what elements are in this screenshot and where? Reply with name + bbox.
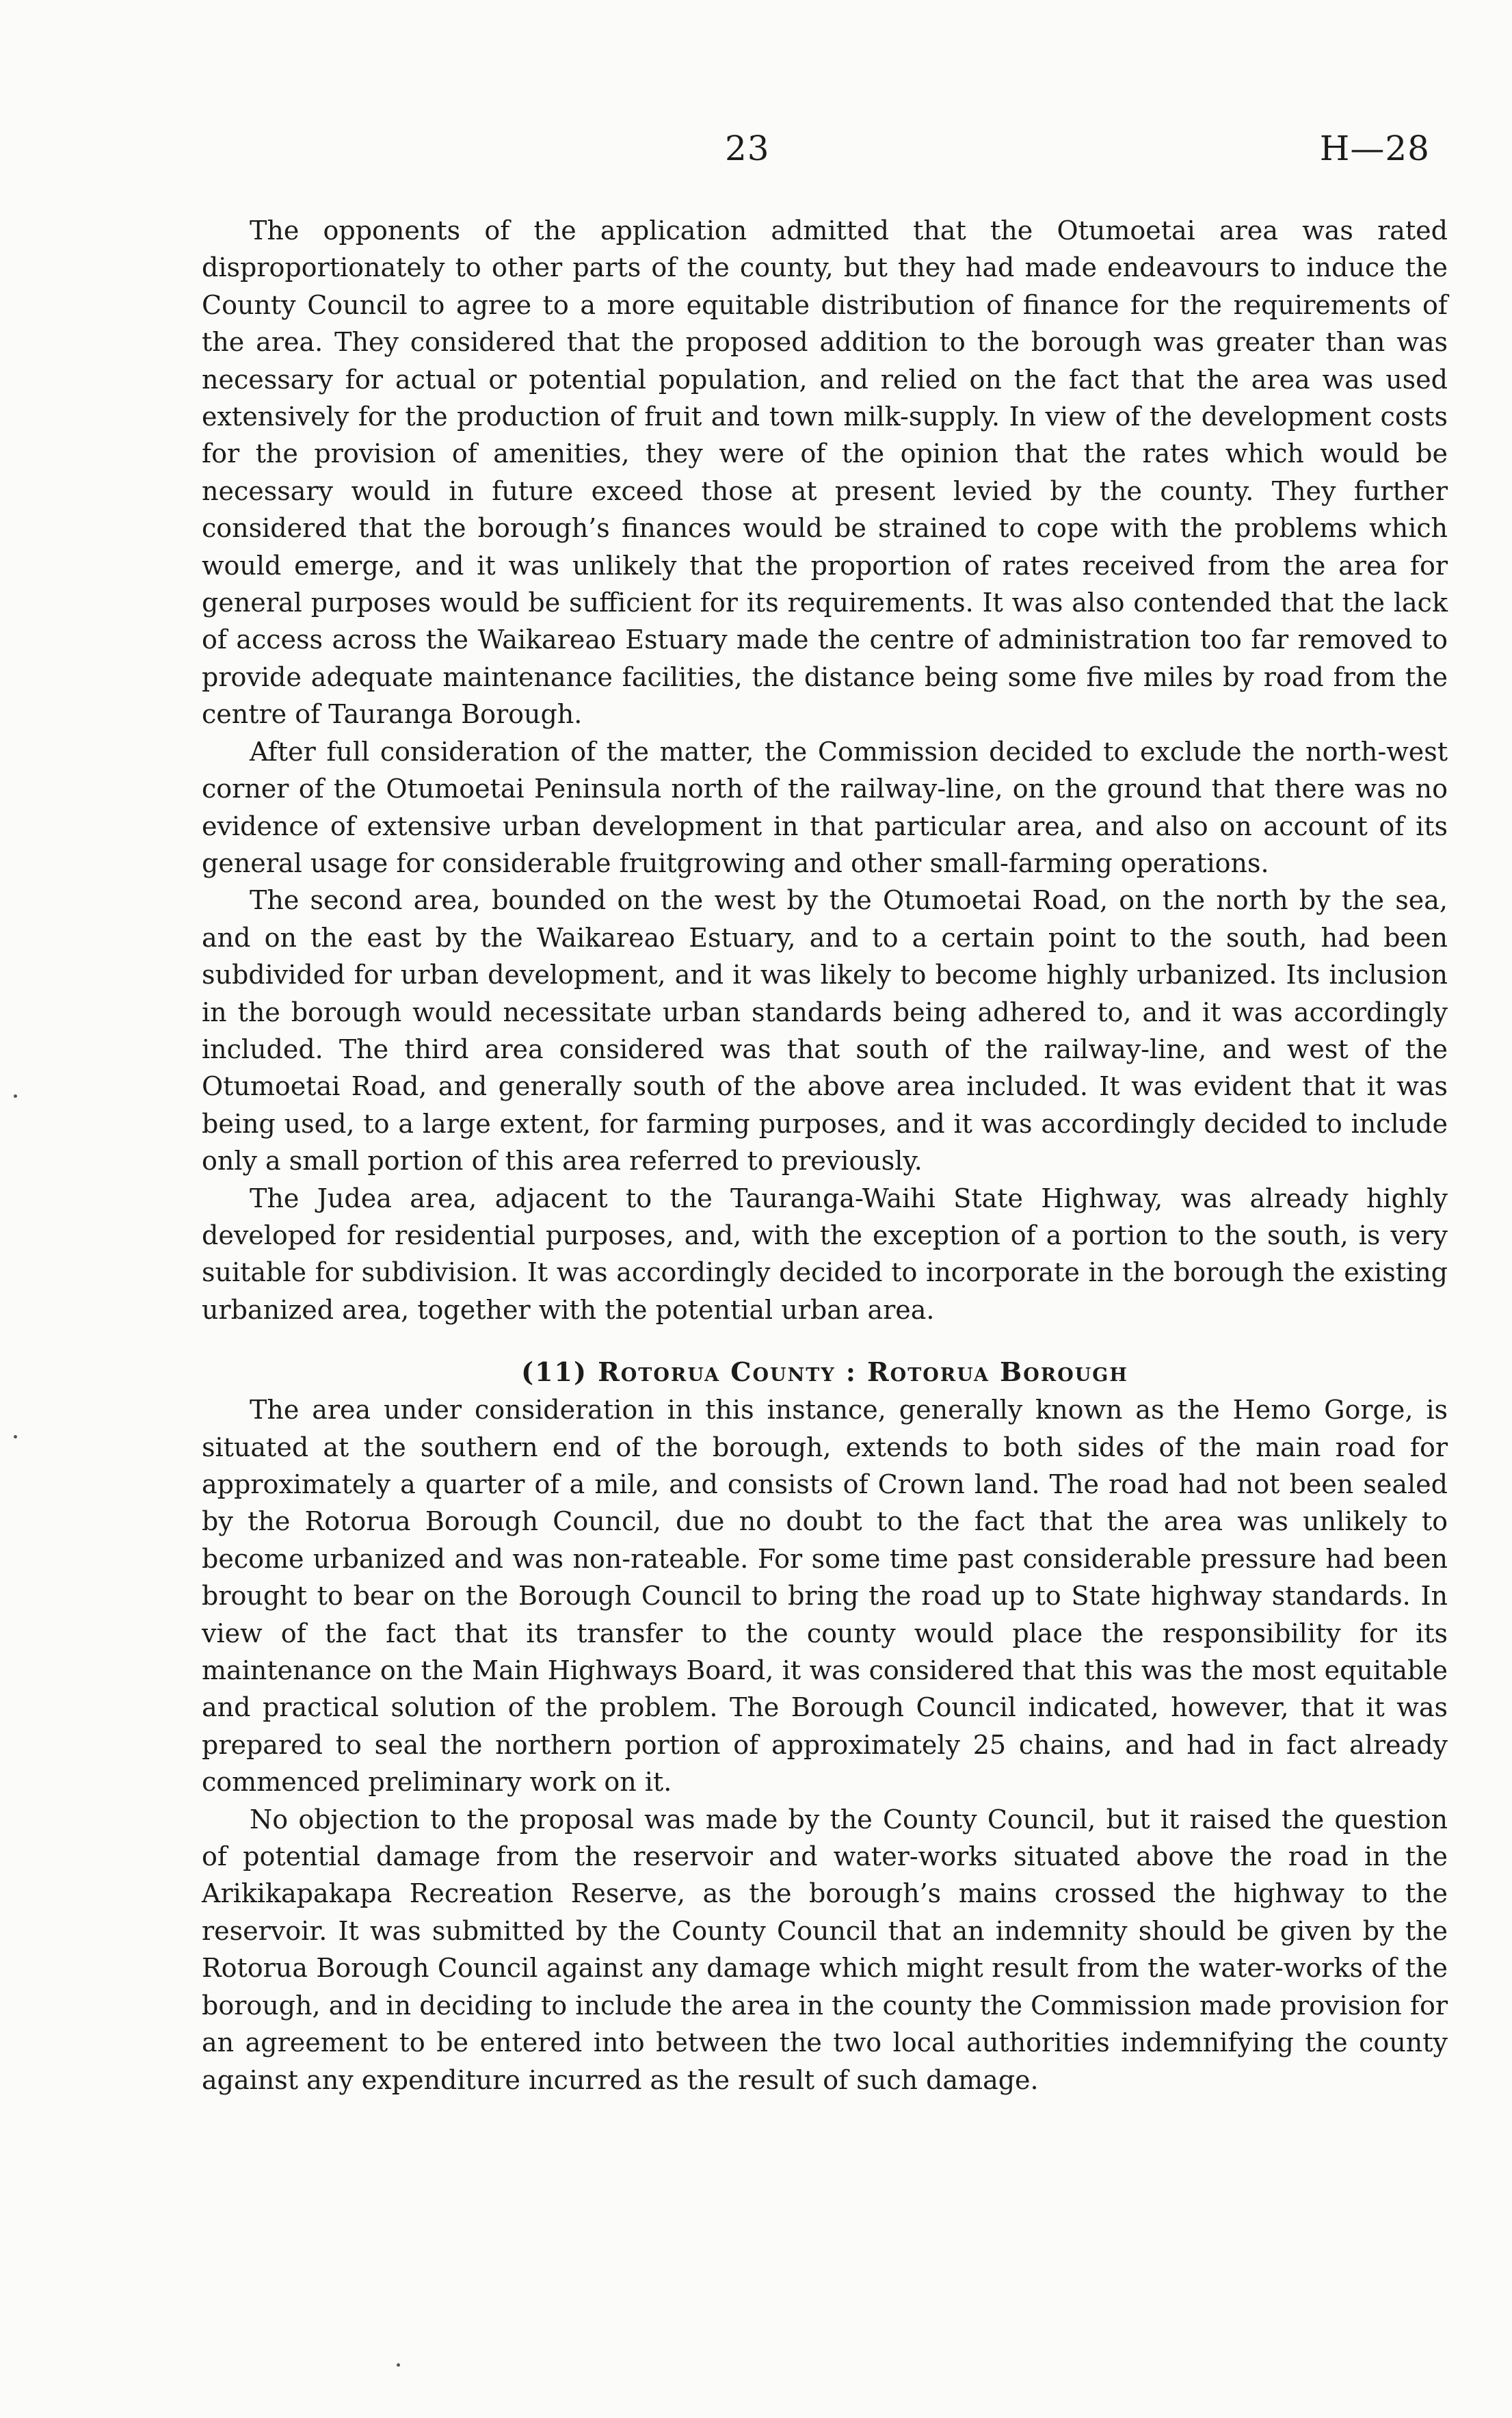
page-number: 23 xyxy=(725,129,770,168)
page-header xyxy=(0,129,1512,176)
margin-mark xyxy=(14,1435,17,1438)
paragraph-no-objection: No objection to the proposal was made by the County Council, but it raised the question of potential damage from the reservoir and water-works situated above the road in the Arikikapakapa Recreation Reserve, as the borough’s mains crossed the highway to the reservoir. It was submitted by the County Council that an indemnity should be given by the Rotorua Borough Council against any damage which might result from the water-works of the borough, and in deciding to include the area in the county the Commission made provision for an agreement to be entered into between the two local authorities indemnifying the county against any expenditure incurred as the result of such damage. xyxy=(202,1804,1448,2095)
paragraph-judea-area: The Judea area, adjacent to the Tauranga-Waihi State Highway, was already highly developed for residential purposes, and, with the exception of a portion to the south, is very suitable for subdivision. It was accordingly decided to incorporate in the borough the existing urbanized area, together with the potential urban area. xyxy=(202,1183,1448,1325)
paragraph-hemo-gorge: The area under consideration in this instance, generally known as the Hemo Gorge, is situated at the southern end of the borough, extends to both sides of the main road for approximately a quarter of a mile, and consists of Crown land. The road had not been sealed by the Rotorua Borough Council, due no doubt to the fact that the area was unlikely to become urbanized and was non-rateable. For some time past considerable pressure had been brought to bear on the Borough Council to bring the road up to State highway standards. In view of the fact that its transfer to the county would place the responsibility for its maintenance on the Main Highways Board, it was considered that this was the most equitable and practical solution of the problem. The Borough Council indicated, however, that it was prepared to seal the northern portion of approximately 25 chains, and had in fact already commenced preliminary work on it. xyxy=(202,1395,1448,1798)
paragraph-opponents: The opponents of the application admitted that the Otumoetai area was rated disproportionately to other parts of the county, but they had made endeavours to induce the County Council to agree to a more equitable distribution of finance for the requirements of the area. They considered that the proposed addition to the borough was greater than was necessary for actual or potential population, and relied on the fact that the area was used extensively for the production of fruit and town milk-supply. In view of the development costs for the provision of amenities, they were of the opinion that the rates which would be necessary would in future exceed those at present levied by the county. They further considered that the borough’s finances would be strained to cope with the problems which would emerge, and it was unlikely that the proportion of rates received from the area for general purposes would be sufficient for its requirements. It was also contended that the lack of access across the Waikareao Estuary made the centre of administration too far removed to provide adequate maintenance facilities, the distance being some five miles by road from the centre of Tauranga Borough. xyxy=(202,215,1448,730)
body-text xyxy=(202,212,1448,2099)
section-heading-rotorua: (11) Rotorua County : Rotorua Borough xyxy=(521,1356,1128,1388)
paragraph-commission-decision: After full consideration of the matter, the Commission decided to exclude the north-west corner of the Otumoetai Peninsula north of the railway-line, on the ground that there was no evidence of extensive urban development in that particular area, and also on account of its general usage for considerable fruitgrowing and other small-farming operations. xyxy=(202,736,1448,878)
document-reference: H—28 xyxy=(1319,129,1430,168)
margin-mark xyxy=(397,2363,400,2367)
margin-mark xyxy=(14,1094,17,1098)
paragraph-second-area: The second area, bounded on the west by the Otumoetai Road, on the north by the sea, and on the east by the Waikareao Estuary, and to a certain point to the south, had been subdivided for urban development, and it was likely to become highly urbanized. Its inclusion in the borough would necessitate urban standards being adhered to, and it was accordingly included. The third area considered was that south of the railway-line, and west of the Otumoetai Road, and generally south of the above area included. It was evident that it was being used, to a large extent, for farming purposes, and it was accordingly decided to include only a small portion of this area referred to previously. xyxy=(202,885,1448,1177)
